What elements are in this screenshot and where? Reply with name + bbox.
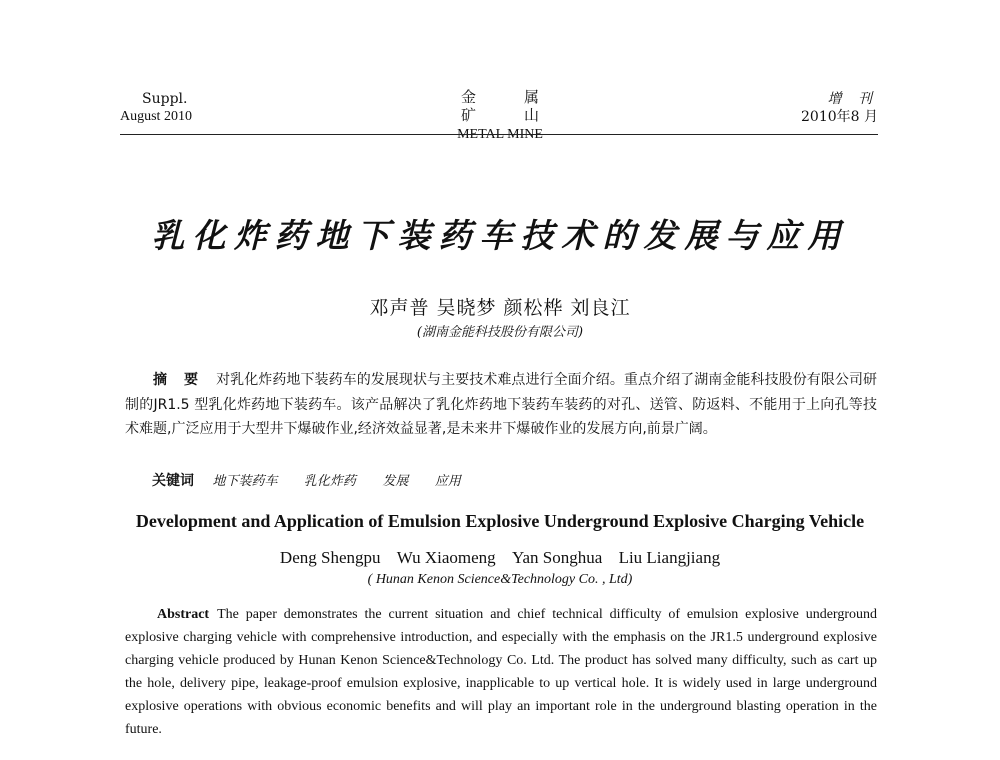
abstract-en-text: The paper demonstrates the current situation and chief technical difficulty of emulsion explosive underground explosive charging vehicle with comprehensive introduction, and especially with the emphasis on the JR1.5 underground explosive charging vehicle produced by Hunan Kenon Science&Technology Co. Ltd. The product has solved many difficulty, such as cart up the hole, delivery pipe, leakage-proof emulsion explosive, inapplicable to up vertical hole. It is widely used in large underground explosive operations with obvious economic benefits and will play an important role in the underground blasting operation in the future. <box>125 607 877 737</box>
affiliation-en: ( Hunan Kenon Science&Technology Co. , Ltd) <box>367 572 633 587</box>
header-center <box>400 88 600 144</box>
header-right <box>780 90 878 126</box>
author-en: Wu Xiaomeng <box>396 548 496 567</box>
journal-name-cn: 金属矿山 <box>460 88 587 124</box>
header-date-en: August 2010 <box>120 109 192 124</box>
header-left <box>120 90 192 126</box>
keyword-item: 地下装药车 <box>212 474 278 489</box>
keyword-item: 乳化炸药 <box>303 474 356 489</box>
journal-name-en: METAL MINE <box>457 127 543 142</box>
author-en: Liu Liangjiang <box>618 548 721 567</box>
header-rule <box>120 134 878 135</box>
keywords-cn-label: 关键词 <box>152 473 194 489</box>
header-suppl-cn: 增 刊 <box>827 91 878 107</box>
abstract-cn <box>125 368 877 442</box>
title-en: Development and Application of Emulsion Explosive Underground Explosive Charging Vehicle <box>135 511 865 531</box>
keyword-item: 发展 <box>382 474 409 489</box>
author-en: Yan Songhua <box>511 548 603 567</box>
keywords-cn <box>152 470 483 490</box>
author-en: Deng Shengpu <box>279 548 381 567</box>
header-suppl: Suppl. <box>142 91 188 107</box>
abstract-en <box>125 603 877 741</box>
header-date-cn: 2010年8 月 <box>801 109 878 125</box>
abstract-en-label: Abstract <box>157 607 210 622</box>
abstract-cn-label: 摘 要 <box>153 372 205 388</box>
keyword-item: 应用 <box>434 474 461 489</box>
authors-cn: 邓声普 吴晓梦 颜松桦 刘良江 <box>369 297 631 319</box>
affiliation-cn: (湖南金能科技股份有限公司) <box>416 325 584 340</box>
abstract-cn-text: 对乳化炸药地下装药车的发展现状与主要技术难点进行全面介绍。重点介绍了湖南金能科技股份有限公司研制的JR1.5 型乳化炸药地下装药车。该产品解决了乳化炸药地下装药车装药的对孔、送管、防返料、不能用于上向孔等技术难题,广泛应用于大型井下爆破作业,经济效益显著,是未来井下爆破作业的发展方向,前景广阔。 <box>125 372 878 437</box>
authors-en <box>0 548 1000 568</box>
title-cn: 乳化炸药地下装药车技术的发展与应用 <box>151 216 849 255</box>
